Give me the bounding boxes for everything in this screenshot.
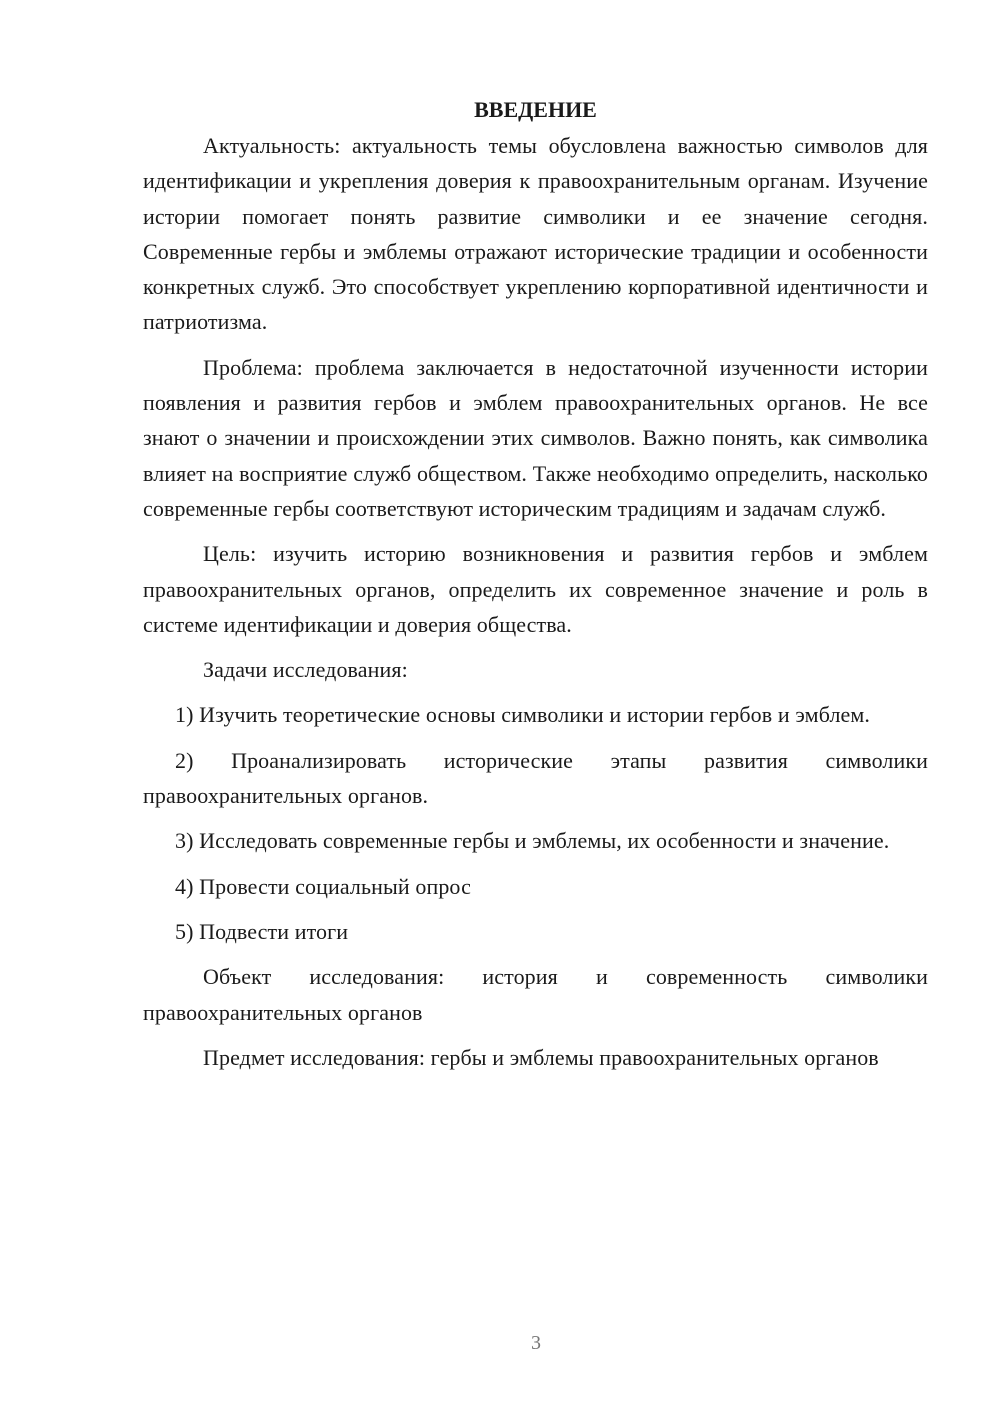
task-item-4: 4) Провести социальный опрос [175,873,471,899]
subject-paragraph: Предмет исследования: гербы и эмблемы правоохранительных органов [203,1044,879,1070]
object-paragraph: Объект исследования: история и современность символики правоохранительных органов [143,964,928,1025]
goal-paragraph: Цель: изучить историю возникновения и развития гербов и эмблем правоохранительных органов, определить их современное значение и роль в системе идентификации и доверия общества. [143,541,928,637]
task-item-2: 2) Проанализировать исторические этапы развития символики правоохранительных органов. [143,747,928,809]
page-number: 3 [531,1332,541,1354]
document-page [143,92,928,1085]
section-title: ВВЕДЕНИЕ [474,97,597,122]
tasks-heading: Задачи исследования: [203,657,408,683]
problem-paragraph: Проблема: проблема заключается в недостаточной изученности истории появления и развития гербов и эмблем правоохранительных органов. Не все знают о значении и происхождении этих символов. Важно понять, как символика влияет на восприятие служб обществом. Также необходимо определить, насколько современные гербы соответствуют историческим традициям и задачам служб. [143,354,928,521]
task-item-3: 3) Исследовать современные гербы и эмблемы, их особенности и значение. [175,828,890,854]
task-item-1: 1) Изучить теоретические основы символики и истории гербов и эмблем. [175,702,871,728]
relevance-paragraph: Актуальность: актуальность темы обусловлена важностью символов для идентификации и укрепления доверия к правоохранительным органам. Изучение истории помогает понять развитие символики и ее значение сегодня. Современные гербы и эмблемы отражают исторические традиции и особенности конкретных служб. Это способствует укреплению корпоративной идентичности и патриотизма. [143,133,928,335]
task-item-5: 5) Подвести итоги [175,918,349,944]
